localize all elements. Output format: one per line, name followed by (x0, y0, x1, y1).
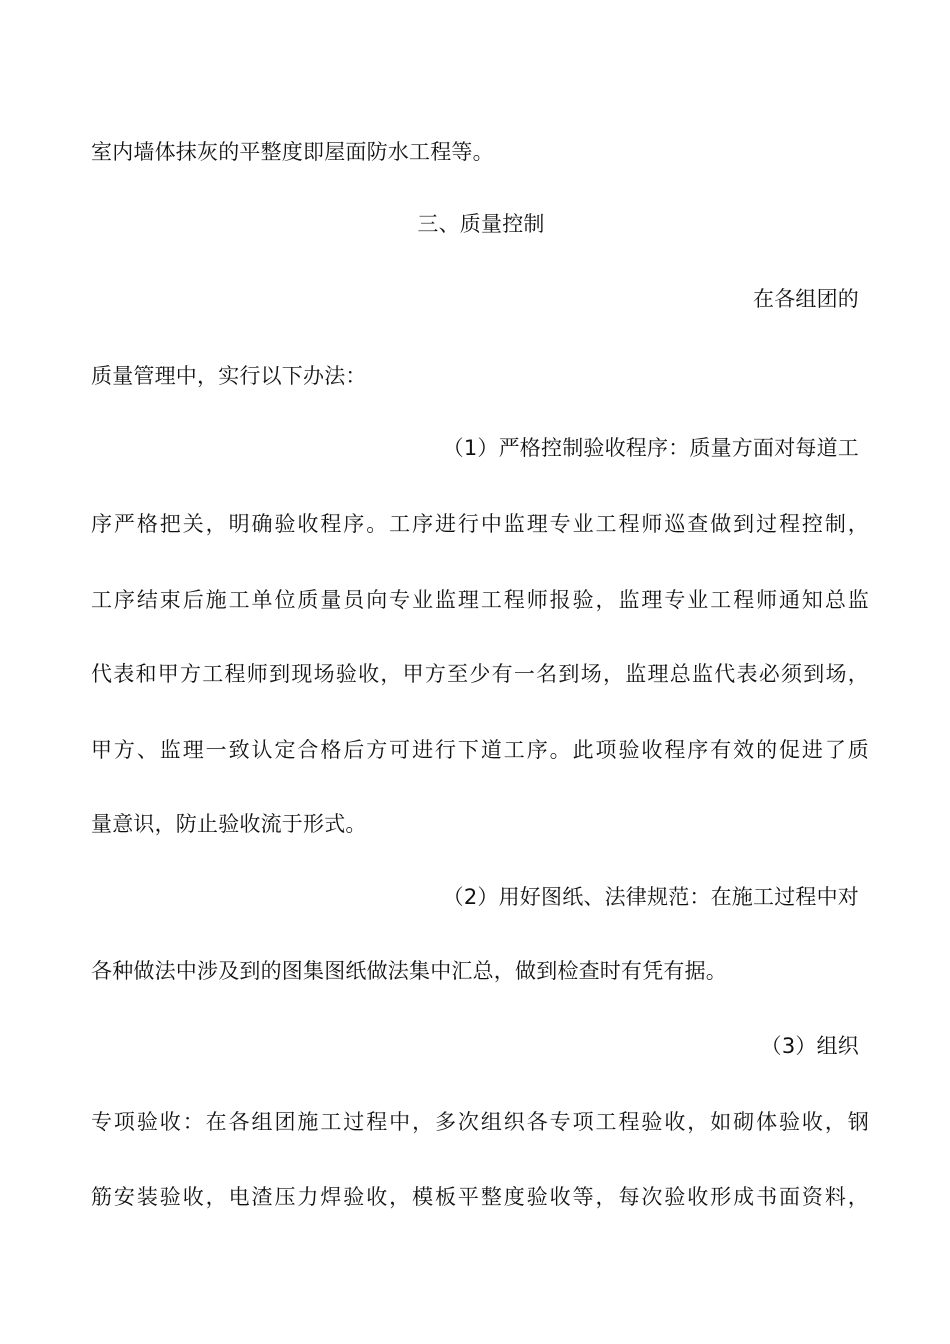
paragraph-line: 各种做法中涉及到的图集图纸做法集中汇总，做到检查时有凭有据。 (91, 959, 727, 983)
paragraph-line: 甲方、监理一致认定合格后方可进行下道工序。此项验收程序有效的促进了质 (91, 738, 869, 762)
section-heading: 三、质量控制 (417, 212, 545, 236)
paragraph-line: 量意识，防止验收流于形式。 (91, 812, 367, 836)
paragraph-line: 筋安装验收，电渣压力焊验收，模板平整度验收等，每次验收形成书面资料， (91, 1185, 869, 1209)
paragraph-line: 工序结束后施工单位质量员向专业监理工程师报验，监理专业工程师通知总监 (91, 588, 869, 612)
paragraph-line: 质量管理中，实行以下办法： (91, 364, 367, 388)
paragraph-line: 序严格把关，明确验收程序。工序进行中监理专业工程师巡查做到过程控制， (91, 512, 869, 536)
paragraph-line: 室内墙体抹灰的平整度即屋面防水工程等。 (91, 140, 494, 164)
paragraph-line: （2）用好图纸、法律规范：在施工过程中对 (442, 885, 859, 909)
paragraph-line: （3）组织 (760, 1034, 859, 1058)
paragraph-line: （1）严格控制验收程序：质量方面对每道工 (442, 436, 859, 460)
paragraph-line: 代表和甲方工程师到现场验收，甲方至少有一名到场，监理总监代表必须到场， (91, 662, 869, 686)
paragraph-line: 专项验收：在各组团施工过程中，多次组织各专项工程验收，如砌体验收，钢 (91, 1110, 869, 1134)
paragraph-line: 在各组团的 (753, 287, 859, 311)
